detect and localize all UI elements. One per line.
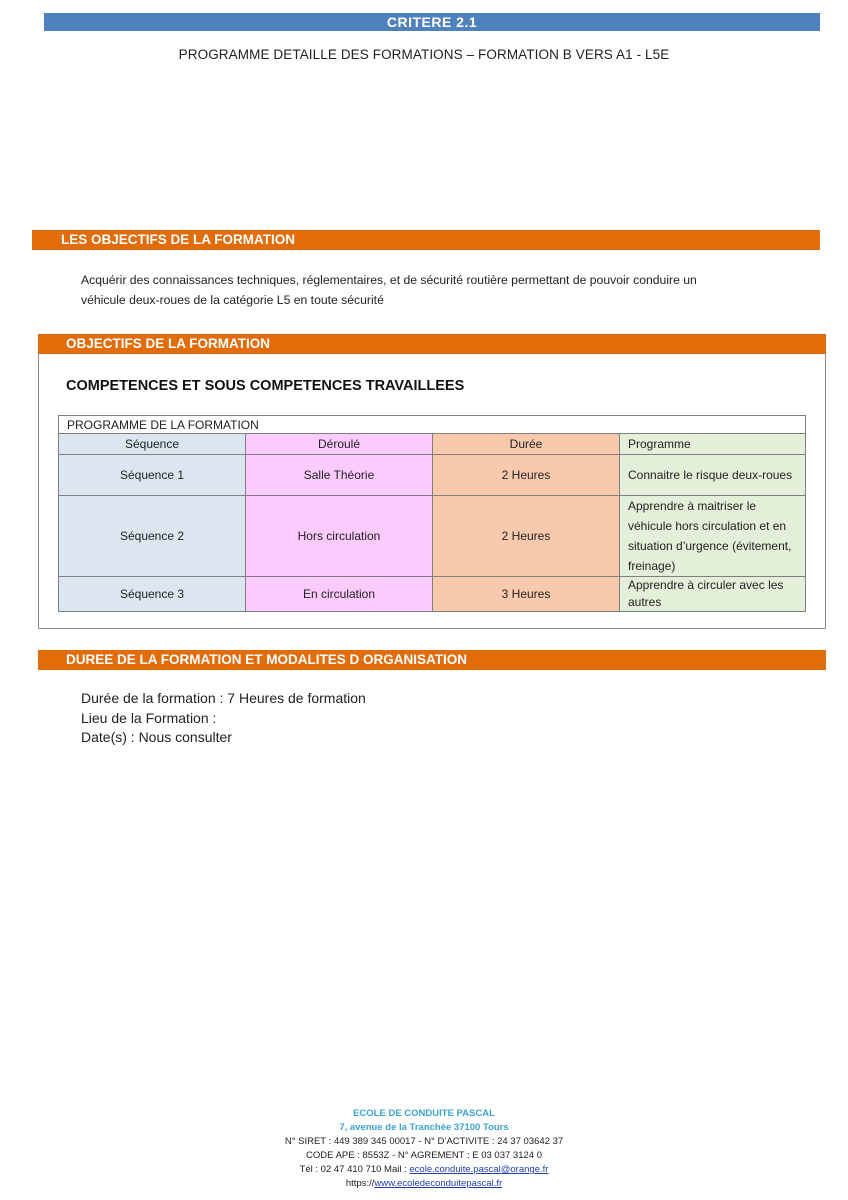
header-programme: Programme bbox=[620, 434, 806, 455]
program-table bbox=[58, 415, 806, 612]
cell-duree: 3 Heures bbox=[433, 577, 620, 612]
organisation-details bbox=[81, 689, 366, 748]
footer bbox=[0, 1107, 848, 1191]
training-location: Lieu de la Formation : bbox=[81, 709, 217, 726]
table-row bbox=[59, 577, 806, 612]
cell-sequence: Séquence 3 bbox=[59, 577, 246, 612]
header-deroule: Déroulé bbox=[246, 434, 433, 455]
cell-deroule: Salle Théorie bbox=[246, 455, 433, 496]
footer-tel: Tél : 02 47 410 710 Mail : bbox=[299, 1164, 410, 1175]
cell-programme: Connaitre le risque deux-roues bbox=[620, 455, 806, 496]
header-sequence: Séquence bbox=[59, 434, 246, 455]
training-section-header: OBJECTIFS DE LA FORMATION bbox=[38, 334, 826, 354]
cell-programme: Apprendre à circuler avec les autres bbox=[620, 577, 806, 612]
table-row bbox=[59, 496, 806, 577]
objectives-text-line1: Acquérir des connaissances techniques, réglementaires, et de sécurité routière permettant de pouvoir conduire un bbox=[81, 273, 697, 287]
objectives-section-header: LES OBJECTIFS DE LA FORMATION bbox=[32, 230, 820, 250]
cell-sequence: Séquence 2 bbox=[59, 496, 246, 577]
objectives-text-line2: véhicule deux-roues de la catégorie L5 en toute sécurité bbox=[81, 292, 384, 307]
header-duree: Durée bbox=[433, 434, 620, 455]
cell-sequence: Séquence 1 bbox=[59, 455, 246, 496]
footer-siret: N° SIRET : 449 389 345 00017 - N° D’ACTIVITE : 24 37 03642 37 bbox=[284, 1136, 564, 1147]
organisation-section-header: DUREE DE LA FORMATION ET MODALITES D ORGANISATION bbox=[38, 650, 826, 670]
footer-school-name: ECOLE DE CONDUITE PASCAL bbox=[353, 1108, 495, 1119]
document-subtitle: PROGRAMME DETAILLE DES FORMATIONS – FORMATION B VERS A1 - L5E bbox=[178, 47, 670, 62]
footer-ape: CODE APE : 8553Z - N° AGREMENT : E 03 037 3124 0 bbox=[306, 1150, 542, 1161]
cell-deroule: Hors circulation bbox=[246, 496, 433, 577]
cell-duree: 2 Heures bbox=[433, 496, 620, 577]
competences-title: COMPETENCES ET SOUS COMPETENCES TRAVAILLEES bbox=[66, 378, 465, 394]
cell-programme: Apprendre à maitriser le véhicule hors circulation et en situation d’urgence (évitement, freinage) bbox=[620, 496, 806, 577]
training-dates: Date(s) : Nous consulter bbox=[81, 729, 232, 745]
table-row bbox=[59, 455, 806, 496]
training-duration: Durée de la formation : 7 Heures de formation bbox=[81, 690, 366, 706]
footer-contact bbox=[0, 1163, 848, 1177]
program-table-caption: PROGRAMME DE LA FORMATION bbox=[59, 416, 806, 434]
footer-email-link[interactable]: ecole.conduite.pascal@orange.fr bbox=[409, 1164, 549, 1175]
cell-duree: 2 Heures bbox=[433, 455, 620, 496]
cell-deroule: En circulation bbox=[246, 577, 433, 612]
program-table-caption-row bbox=[59, 416, 806, 434]
program-table-header-row bbox=[59, 434, 806, 455]
critere-banner: CRITERE 2.1 bbox=[44, 13, 820, 31]
footer-web-prefix: https:// bbox=[345, 1178, 375, 1189]
footer-web bbox=[0, 1177, 848, 1191]
footer-address: 7, avenue de la Tranchée 37100 Tours bbox=[339, 1122, 509, 1133]
objectives-text bbox=[81, 271, 781, 310]
footer-web-link[interactable]: www.ecoledeconduitepascal.fr bbox=[374, 1178, 503, 1189]
